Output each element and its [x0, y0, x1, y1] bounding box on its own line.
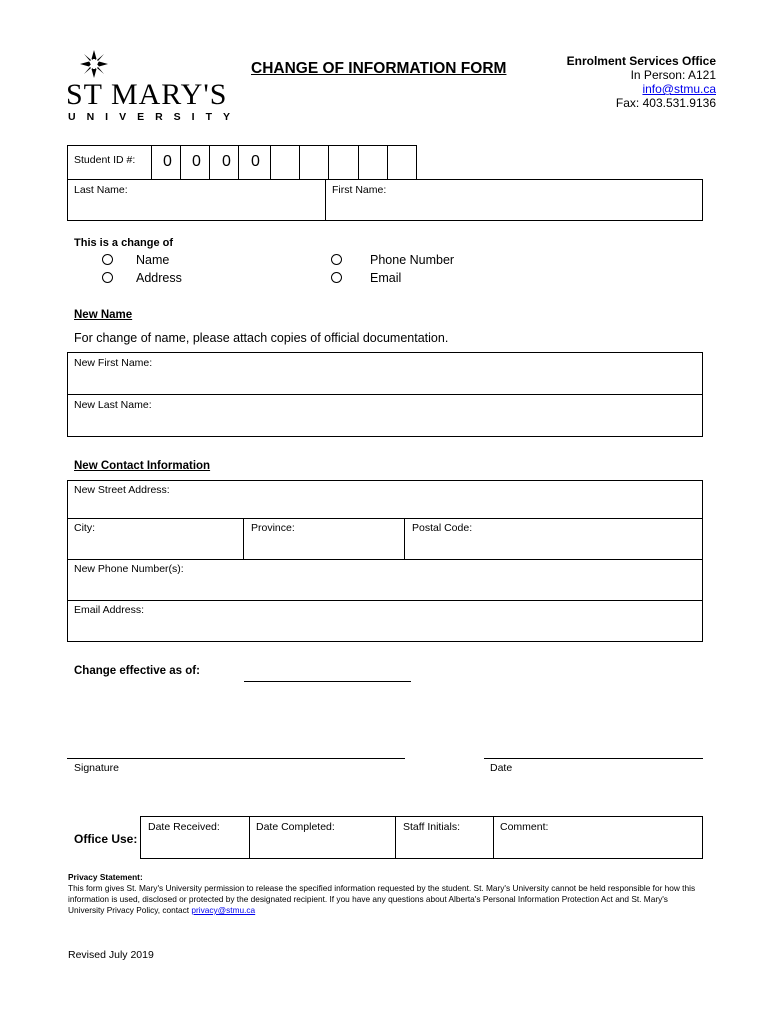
- effective-date-label: Change effective as of:: [74, 665, 200, 677]
- office-fax: Fax: 403.531.9136: [615, 96, 716, 110]
- student-id-digit-7[interactable]: [358, 145, 388, 180]
- date-label: Date: [490, 762, 513, 774]
- option-address-label: Address: [136, 271, 182, 285]
- new-first-name-field[interactable]: [67, 352, 703, 395]
- new-last-name-field[interactable]: [67, 394, 703, 437]
- email-address-label: Email Address:: [74, 604, 145, 616]
- logo-subtitle: UNIVERSITY: [68, 111, 242, 123]
- privacy-email-link[interactable]: privacy@stmu.ca: [191, 905, 256, 915]
- new-last-name-label: New Last Name:: [74, 399, 152, 411]
- option-email-label: Email: [370, 271, 402, 285]
- student-id-digit-4[interactable]: [270, 145, 300, 180]
- form-title: CHANGE OF INFORMATION FORM: [251, 60, 507, 77]
- option-phone-label: Phone Number: [370, 253, 455, 267]
- logo-name: ST MARY'S: [66, 78, 228, 111]
- staff-initials-label: Staff Initials:: [403, 821, 461, 833]
- province-label: Province:: [251, 522, 295, 534]
- comment-label: Comment:: [500, 821, 549, 833]
- date-received-label: Date Received:: [148, 821, 220, 833]
- privacy-text: This form gives St. Mary's University permission to release the specified information requested by the student. St. Mary's University cannot be held responsible for how this information is used, disclosed or protected by the designated recipient. If you have any questions about Alberta's Personal Information Protection Act and St. Mary's University Privacy Policy, contact: [68, 883, 696, 915]
- revised-date: Revised July 2019: [68, 949, 154, 961]
- postal-code-label: Postal Code:: [412, 522, 473, 534]
- new-street-address-label: New Street Address:: [74, 484, 170, 496]
- student-id-value-0: 0: [163, 153, 172, 170]
- student-id-value-2: 0: [222, 153, 231, 170]
- office-use-label: Office Use:: [74, 832, 138, 846]
- email-address-field[interactable]: [67, 600, 703, 642]
- new-name-note: For change of name, please attach copies of official documentation.: [74, 331, 449, 345]
- office-location: In Person: A121: [630, 68, 716, 82]
- star-logo-icon: [80, 50, 108, 78]
- student-id-label: Student ID #:: [74, 154, 136, 166]
- student-id-value-1: 0: [192, 153, 201, 170]
- student-id-digit-5[interactable]: [299, 145, 329, 180]
- new-first-name-label: New First Name:: [74, 357, 153, 369]
- student-id-digit-8[interactable]: [387, 145, 417, 180]
- change-of-heading: This is a change of: [74, 237, 174, 249]
- student-id-digit-6[interactable]: [328, 145, 359, 180]
- privacy-heading: Privacy Statement:: [68, 872, 143, 882]
- signature-line[interactable]: [67, 758, 405, 759]
- new-phone-label: New Phone Number(s):: [74, 563, 184, 575]
- new-contact-heading: New Contact Information: [74, 460, 211, 472]
- privacy-statement: [68, 883, 704, 916]
- date-line[interactable]: [484, 758, 703, 759]
- effective-date-line[interactable]: [244, 681, 411, 682]
- radio-email[interactable]: [331, 272, 342, 283]
- radio-phone[interactable]: [331, 254, 342, 265]
- option-name-label: Name: [136, 253, 170, 267]
- date-completed-label: Date Completed:: [256, 821, 335, 833]
- signature-label: Signature: [74, 762, 119, 774]
- new-name-heading: New Name: [74, 309, 133, 321]
- student-id-value-3: 0: [251, 153, 260, 170]
- last-name-label: Last Name:: [74, 184, 128, 196]
- radio-address[interactable]: [102, 272, 113, 283]
- office-email-link[interactable]: info@stmu.ca: [642, 82, 716, 96]
- first-name-label: First Name:: [332, 184, 387, 196]
- city-label: City:: [74, 522, 95, 534]
- office-heading: Enrolment Services Office: [566, 54, 716, 68]
- radio-name[interactable]: [102, 254, 113, 265]
- office-info: [567, 54, 716, 110]
